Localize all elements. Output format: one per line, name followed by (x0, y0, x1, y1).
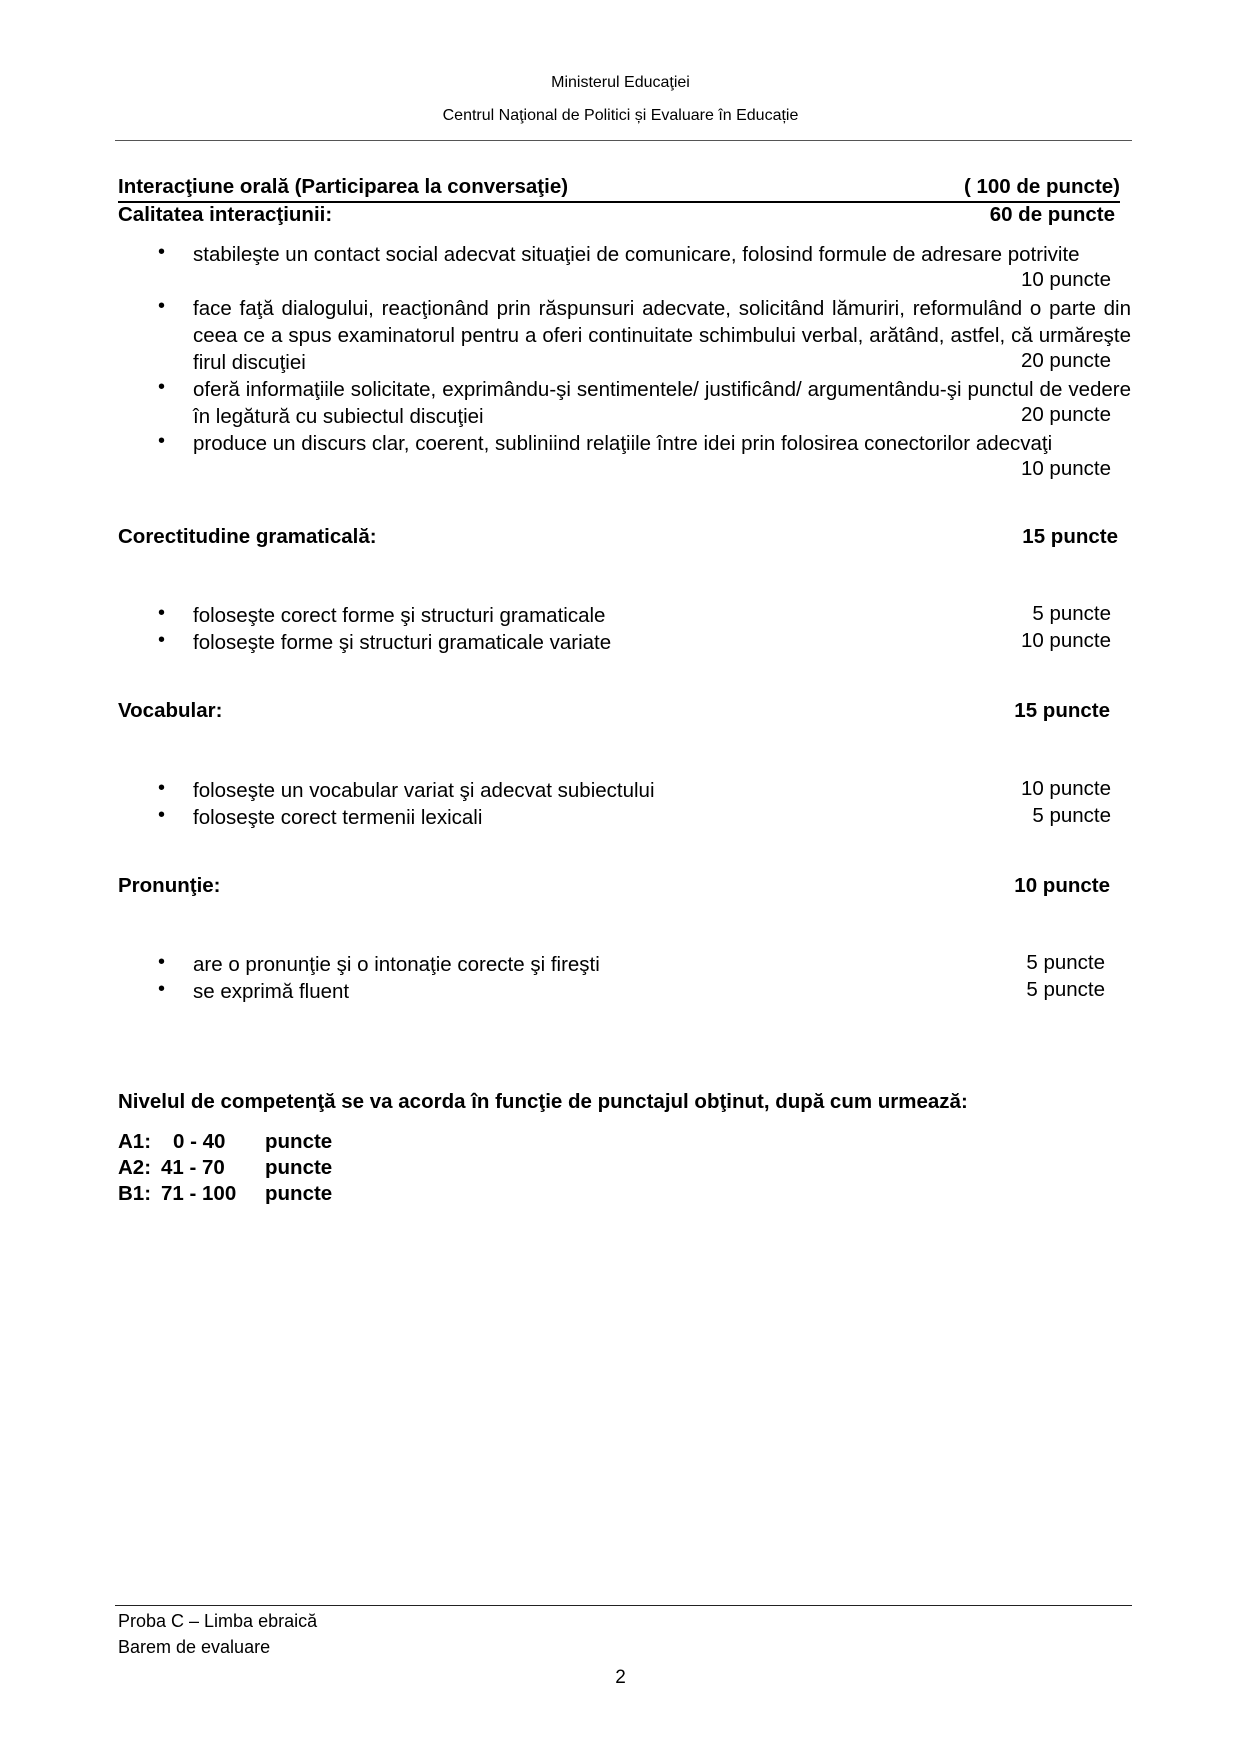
bullet-icon: • (158, 241, 166, 263)
list-item-points: 20 puncte (1020, 403, 1111, 426)
bullet-icon: • (158, 629, 166, 651)
bullet-icon: • (158, 804, 166, 826)
pronunciation-title: Pronunţie: (118, 874, 221, 897)
list-item-points: 5 puncte (1032, 602, 1111, 625)
bullet-icon: • (158, 295, 166, 317)
header-divider (115, 140, 1132, 141)
level-unit: puncte (265, 1182, 333, 1205)
bullet-icon: • (158, 376, 166, 398)
grammar-title: Corectitudine gramaticală: (118, 525, 377, 548)
list-item-points: 5 puncte (1026, 978, 1105, 1001)
bullet-icon: • (158, 777, 166, 799)
quality-title: Calitatea interacţiunii: (118, 203, 333, 226)
footer-doc-type: Barem de evaluare (118, 1637, 271, 1657)
level-range: 41 - 70 (161, 1156, 225, 1179)
list-item-text: foloseşte un vocabular variat şi adecvat subiectului (193, 779, 655, 802)
footer-divider (115, 1605, 1132, 1606)
section-total-points: ( 100 de puncte) (963, 175, 1120, 198)
level-range: 71 - 100 (161, 1182, 237, 1205)
list-item-points: 5 puncte (1026, 951, 1105, 974)
bullet-icon: • (158, 951, 166, 973)
level-unit: puncte (265, 1156, 333, 1179)
section-title-row (118, 175, 1120, 203)
list-item-points: 10 puncte (1020, 629, 1111, 652)
list-item-points: 20 puncte (1020, 349, 1111, 372)
footer-exam: Proba C – Limba ebraică (118, 1611, 318, 1631)
list-item-points: 5 puncte (1032, 804, 1111, 827)
levels-intro: Nivelul de competenţă se va acorda în funcţie de punctajul obţinut, după cum urmează: (118, 1090, 968, 1113)
bullet-icon: • (158, 430, 166, 452)
list-item-text: stabileşte un contact social adecvat situaţiei de comunicare, folosind formule de adresare potrivite (193, 243, 1080, 266)
section-title: Interacţiune orală (Participarea la conversaţie) (118, 175, 569, 198)
vocabulary-title: Vocabular: (118, 699, 223, 722)
list-item-text: foloseşte corect termenii lexicali (193, 806, 483, 829)
header-center: Centrul Naţional de Politici și Evaluare în Educație (442, 107, 799, 124)
list-item-text: produce un discurs clar, coerent, subliniind relaţiile între idei prin folosirea conectorilor adecvaţi (193, 432, 1053, 455)
level-label: A1: (118, 1130, 152, 1153)
level-label: A2: (118, 1156, 152, 1179)
list-item-points: 10 puncte (1020, 777, 1111, 800)
list-item-text: are o pronunţie şi o intonaţie corecte şi fireşti (193, 953, 600, 976)
header-ministry: Ministerul Educaţiei (551, 74, 690, 91)
quality-points: 60 de puncte (989, 203, 1115, 226)
list-item-points: 10 puncte (1020, 457, 1111, 480)
list-item-text: se exprimă fluent (193, 980, 350, 1003)
bullet-icon: • (158, 978, 166, 1000)
bullet-icon: • (158, 602, 166, 624)
list-item-points: 10 puncte (1020, 268, 1111, 291)
list-item-text: oferă informaţiile solicitate, exprimându-şi sentimentele/ justificând/ argumentându-şi punctul de vedere în legătură cu subiectul discuţiei (193, 378, 1131, 428)
list-item-text: foloseşte corect forme şi structuri gramaticale (193, 604, 606, 627)
level-range: 0 - 40 (173, 1130, 226, 1153)
vocabulary-points: 15 puncte (1014, 699, 1110, 722)
pronunciation-points: 10 puncte (1014, 874, 1110, 897)
list-item-text: foloseşte forme şi structuri gramaticale variate (193, 631, 612, 654)
page-number: 2 (615, 1667, 626, 1688)
level-unit: puncte (265, 1130, 333, 1153)
level-label: B1: (118, 1182, 152, 1205)
grammar-points: 15 puncte (1022, 525, 1118, 548)
list-item-text: face faţă dialogului, reacţionând prin răspunsuri adecvate, solicitând lămuriri, reformulând o parte din ceea ce a spus examinatorul pentru a oferi continuitate schimbului verbal, arătând, astfel, că urmăreşte firul discuţiei (193, 297, 1131, 374)
